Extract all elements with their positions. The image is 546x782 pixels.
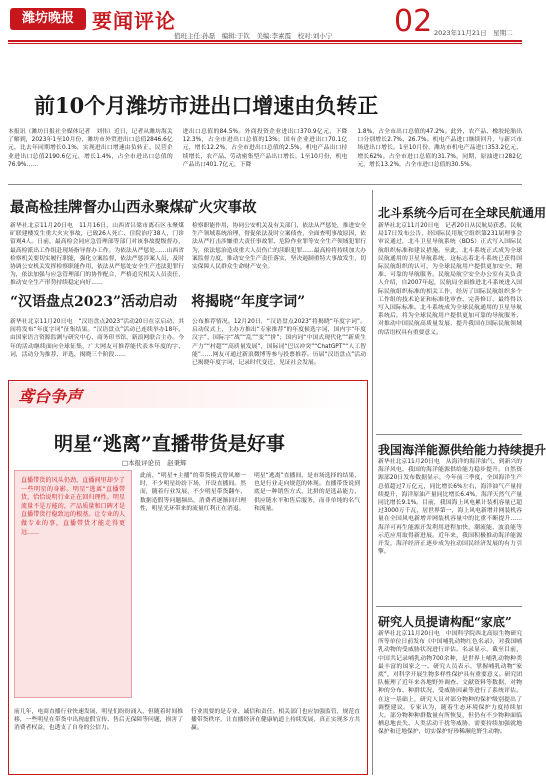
commentary-col: 明星“逃离”直播间，是市场选择的结果，也是行业走向规范的体现。直播带货说到底是一种销售方式，比拼的是选品能力、供应链水平和售后服务，而非单纯的名气和流量。 [254, 473, 360, 512]
article-body-coal-mine [10, 222, 366, 287]
commentary-col: 行业需要的是专业、诚信和责任。相关部门也应加强监管，规范直播带货秩序，让直播经济在健康轨道上持续发展，真正实现多方共赢。 [191, 709, 360, 732]
article-title-coal-mine: 最高检挂牌督办山西永聚煤矿火灾事故 [10, 199, 257, 216]
article-body-research: 新华社北京11月20日电 中国科学院西北高原生物研究所等单位日前发布《中国哺乳动物红色名录》，对我国哺乳动物的受威胁状况进行评估。名录显示，截至目前，中国共记录哺乳动物700余种，是世界上哺乳动物种类最丰富的国家之一。研究人员表示，掌握哺乳动物“家底”，对科学开展生物多样性保护具有重要意义。研究团队梳理了近年来各地野外调查、文献资料等数据，对物种的分布、种群状况、受威胁因素等进行了系统评估。在这一基础上，研究人员对部分物种的保护级别提出了调整建议。专家认为，随着生态环境保护力度持续加大，部分物种种群数量有所恢复，但仍有不少物种面临栖息地丧失、人类活动干扰等威胁，需要持续加强就地保护和迁地保护，切实保护好珍稀濒危野生动物。 [378, 631, 522, 736]
commentary-body-bottom [14, 708, 360, 772]
divider [376, 606, 522, 607]
masthead-rule-thin [8, 43, 522, 44]
commentary-byline: □本报评论员 赵秉辉 [122, 459, 187, 467]
masthead-rule [8, 40, 522, 42]
article-col: 公布推荐情况。12月20日，“汉语盘点2023”将揭晓“年度字词”。启动仪式上，主办方推出“专家推荐”的年度候选字词，国内字“年度汉字”，国际字“战”“乱”“变”“拼”；国内词“中国式现代化”“新质生产力”“村超”“高质量发展”，国际词“巴以冲突”“ChatGPT”“人工智能”……网友可通过新浪微博等参与投票推荐。历届“汉语盘点”活动已揭晓年度字词，记录时代变迁、见证社会发展。 [192, 319, 366, 367]
divider [8, 184, 522, 185]
article-title-research: 研究人员提请构配“家底” [378, 615, 512, 629]
page-number: 02 [394, 4, 433, 39]
article-col: 新华社北京11月20日电 11月16日，山西省吕梁市离石区永聚煤矿联建楼发生重大火灾事故，已致26人死亡、住院治疗38人，门诊留观4人。日前，最高检会同应急管理部等部门对该事故提级督办，最高检派出工作组赴现场指导督办工作。为依法从严惩处……山西省检察机关要切实履行职能，强化立案监督，依法严惩涉案人员，及时协调公安机关发挥检察职能作用，依法从严惩处安全生产违法犯罪行为，依法加强与应急管理部门的协作配合，严格追究相关人员责任，推动安全生产形势持续稳定向好…… [10, 223, 184, 287]
column-divider [372, 190, 373, 775]
newspaper-logo: 潍坊晚报 [10, 8, 86, 30]
pull-quote: 直播带货的风头仍劲，直播间里却少了一些明星的身影。明星“逃离”直播带货，恰恰说明行业正在回归理性。明星流量不是万能的，产品质量和口碑才是直播带货行稳致远的根基。让专业的人做专业的事，直播带货才能走得更远…… [14, 470, 132, 698]
commentary-body-right [140, 472, 360, 698]
article-title-words: “汉语盘点2023”活动启动 将揭晓“年度字词” [10, 294, 306, 310]
article-title-beidou: 北斗系统今后可在全球民航通用 [378, 206, 546, 220]
column-logo: 鸢台争声 [18, 387, 83, 406]
article-body-beidou: 新华社北京11月20日电 记者20日从民航局获悉，民航局17日发布公告，经国际民用航空组织第231届理事会审议通过，北斗卫星导航系统（BDS）正式写入国际民航组织标准和建议措施。至此，北斗系统正式成为全球民航通用的卫星导航系统，这标志着北斗系统已获得国际民航组织的认可，为全球民航用户提供更加安全、精准、可靠的导航服务。民航局航空安全办公室有关负责人介绍，自2007年起，民航局全面推进北斗系统进入国际民航组织标准的相关工作，经历了国际民航组织多个工作组的技术论证和标准化审查、完善修订，最终得以写入国际标准。北斗系统成为全球民航通用的卫星导航系统后，将为全球民航用户提供更加可靠的导航服务，对推动中国民航高质量发展、提升我国在国际民航领域的话语权具有重要意义。 [378, 223, 522, 336]
issue-date: 2023年11月21日 星期二 [434, 29, 513, 37]
lead-col-3: 1.8%，占全市出口总值的47.2%。此外，农产品、橡胶轮胎出口分别增长2.7%、26.7%。机电产品进口继续回升，与新兴市场进出口增长。1至10月份，潍坊市机电产品进口353.2亿元，增长62%。占全市进口总值的31.7%，同期，原油进口282亿元，增长13.2%，占全市进口总值的30.5%。 [357, 129, 523, 168]
lead-headline: 前10个月潍坊市进出口增速由负转正 [34, 93, 379, 118]
commentary-col: 前几年，电商直播行业快速发展，明星们纷纷涌入，但随着时间推移，一些明星在带货中出现虚假宣传、售后无保障等问题，损害了消费者权益，也透支了自身的公信力。 [14, 709, 183, 732]
commentary-title: 明星“逃离”直播带货是好事 [54, 433, 285, 455]
article-title-ocean-energy: 我国海洋能源供给能力持续提升 [378, 443, 546, 457]
section-title: 要闻评论 [92, 9, 176, 33]
lead-col-1: 本报讯（潍坊日报社全媒体记者 刘伟）近日，记者从潍坊海关了解到，2023年1至10月份，潍坊市外贸进出口总值2846.6亿元，比去年同期增长0.1%，实现进出口增速由负转正。民营企业进出口总值2190.6亿元，增长1.4%，占全市进出口总值的76.9%…… [8, 129, 173, 168]
commentary-col: 此前，“明星+主播”的带货模式曾风靡一时，不少明星纷纷下场，开设直播间。然而，随着行业发展，不少明星带货翻车、数据造假等问题频出，消费者逐渐回归理性，明星光环带来的流量红利正在消退。 [140, 473, 246, 512]
article-body-words [10, 318, 366, 374]
lead-body [8, 128, 522, 174]
article-body-ocean-energy: 新华社北京11月20日电 从海洋的海洋油气、到新兴的海洋风电，我国的海洋能源供给能力稳步提升。自然资源部20日发布数据显示，今年前三季度，全国海洋生产总值超过7万亿元，同比增长6%左右，海洋油气产量持续提升，海洋原油产量同比增长6.4%，海洋天然气产量同比增长9.1%。目前，我国海上风电累计装机容量已超过3000万千瓦，居世界第一，海上风电新增并网装机容量在全国风电新增并网装机容量中的比重不断提升……海洋可再生能源开发利用进程加快，潮流能、波浪能等示范应用取得新进展。近年来，我国积极推动海洋能源开发，海洋经济正逐步成为拉动国民经济发展的有力引擎。 [378, 459, 522, 556]
article-col: 检察职能作用，协同公安机关及有关部门，依法从严惩处，推进安全生产领域系统治理，督促依法及时立案侦查，全面查明事故原因，依法从严打击涉嫌重大责任事故罪、危险作业罪等安全生产领域犯罪行为，依法惩治造成重大人员伤亡的渎职犯罪……最高检将持续加大办案监督力度，推动安全生产责任落实，坚决遏制重特大事故发生，切实保障人民群众生命财产安全。 [192, 223, 366, 271]
editor-credits: 值班主任:孙磊 编辑:于钦 美编:李素霞 校对:刘小宁 [174, 32, 333, 40]
divider [376, 434, 522, 435]
lead-col-2: 进出口总值的84.5%。外商投资企业进出口370.9亿元，下降12.3%，占全市进出口总值的13%；国有企业进出口70.1亿元，增长12.2%，占全市进出口总值的2.5%。机电产品出口持续增长，农产品、劳动密集型产品出口增长。1至10月份，机电产品出口401.7亿元，下降 [182, 129, 348, 168]
article-col: 新华社北京11月20日电 “汉语盘点2023”活动20日在京启动，其间将发布“年度字词”征集结果。“汉语盘点”活动已连续举办18年，由国家语言资源监测与研究中心、商务印书馆、新浪网联合主办。今年的活动继续面向全球征集，广大网友可推荐能代表本年度的字、词，活动分为推荐、评选、揭晓三个阶段…… [10, 319, 184, 358]
